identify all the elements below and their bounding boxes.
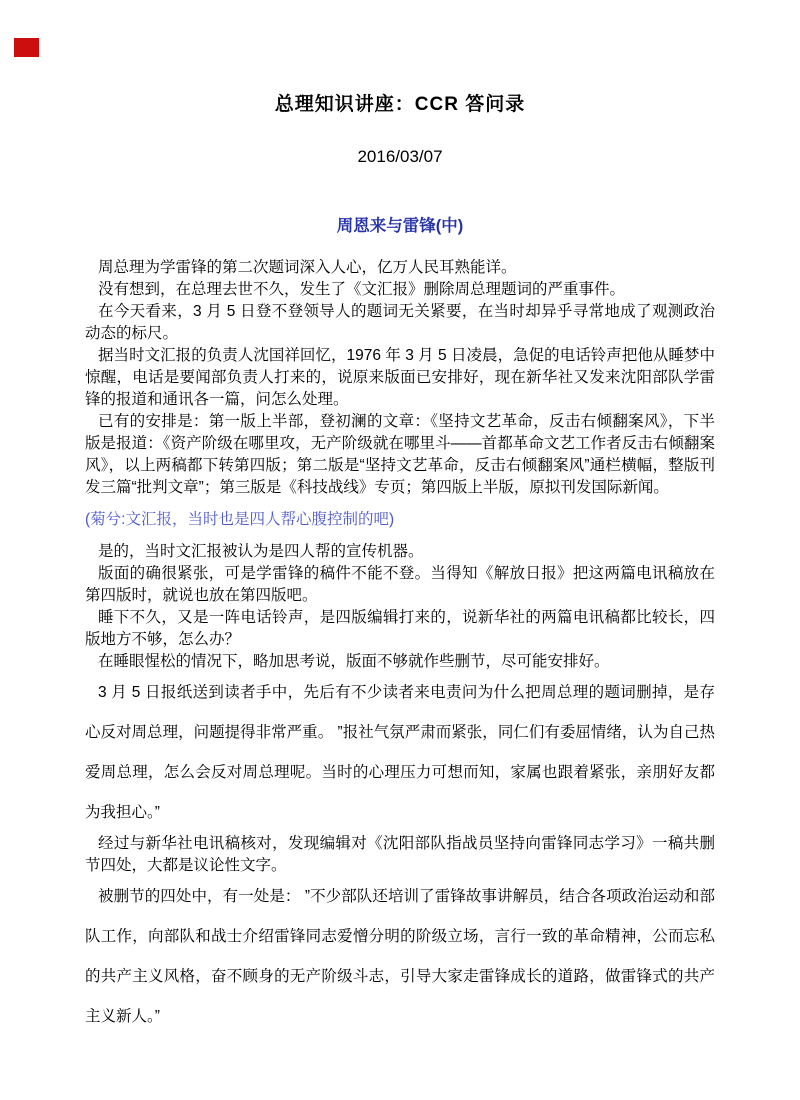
- reader-comment: (菊兮:文汇报，当时也是四人帮心腹控制的吧): [85, 511, 395, 528]
- section-heading: 周恩来与雷锋(中): [336, 217, 464, 235]
- paragraph: 在今天看来，3 月 5 日登不登领导人的题词无关紧要，在当时却异乎寻常地成了观测政治动态的标尺。: [85, 303, 715, 342]
- paragraph: 据当时文汇报的负责人沈国祥回忆，1976 年 3 月 5 日凌晨，急促的电话铃声把他从睡梦中惊醒，电话是要闻部负责人打来的，说原来版面已安排好，现在新华社又发来沈阳部队学雷锋的报道和通讯各一篇，问怎么处理。: [85, 347, 715, 408]
- paragraph: 3 月 5 日报纸送到读者手中，先后有不少读者来电责问为什么把周总理的题词删掉，是存心反对周总理，问题提得非常严重。 ”报社气氛严肃而紧张，同仁们有委屈情绪，认为自己热爱周总理，怎么会反对周总理呢。当时的心理压力可想而知，家属也跟着紧张，亲朋好友都为我担心。”: [85, 684, 715, 821]
- paragraph: 已有的安排是：第一版上半部，登初澜的文章：《坚持文艺革命，反击右倾翻案风》，下半版是报道：《资产阶级在哪里攻，无产阶级就在哪里斗——首都革命文艺工作者反击右倾翻案风》，以上两稿都下转第四版；第二版是“坚持文艺革命，反击右倾翻案风”通栏横幅，整版刊发三篇“批判文章”；第三版是《科技战线》专页；第四版上半版，原拟刊发国际新闻。: [85, 413, 715, 496]
- doc-date: 2016/03/07: [357, 147, 443, 166]
- red-image-block: [14, 38, 39, 57]
- paragraph: 睡下不久，又是一阵电话铃声，是四版编辑打来的，说新华社的两篇电讯稿都比较长，四版地方不够，怎么办？: [85, 609, 715, 648]
- page-title: 总理知识讲座：CCR 答问录: [274, 94, 526, 115]
- paragraph: 版面的确很紧张，可是学雷锋的稿件不能不登。当得知《解放日报》把这两篇电讯稿放在第四版时，就说也放在第四版吧。: [85, 565, 715, 604]
- paragraph: 是的，当时文汇报被认为是四人帮的宣传机器。: [98, 543, 424, 560]
- paragraph: 经过与新华社电讯稿核对，发现编辑对《沈阳部队指战员坚持向雷锋同志学习》一稿共删节四处，大都是议论性文字。: [85, 835, 715, 874]
- paragraph: 在睡眼惺松的情况下，略加思考说，版面不够就作些删节，尽可能安排好。: [98, 653, 610, 670]
- paragraph: 没有想到，在总理去世不久，发生了《文汇报》删除周总理题词的严重事件。: [98, 281, 626, 298]
- paragraph: 被删节的四处中，有一处是： ”不少部队还培训了雷锋故事讲解员，结合各项政治运动和部队工作，向部队和战士介绍雷锋同志爱憎分明的阶级立场，言行一致的革命精神，公而忘私的共产主义风格，奋不顾身的无产阶级斗志，引导大家走雷锋成长的道路，做雷锋式的共产主义新人。”: [85, 888, 715, 1025]
- paragraph: 周总理为学雷锋的第二次题词深入人心，亿万人民耳熟能详。: [98, 259, 517, 276]
